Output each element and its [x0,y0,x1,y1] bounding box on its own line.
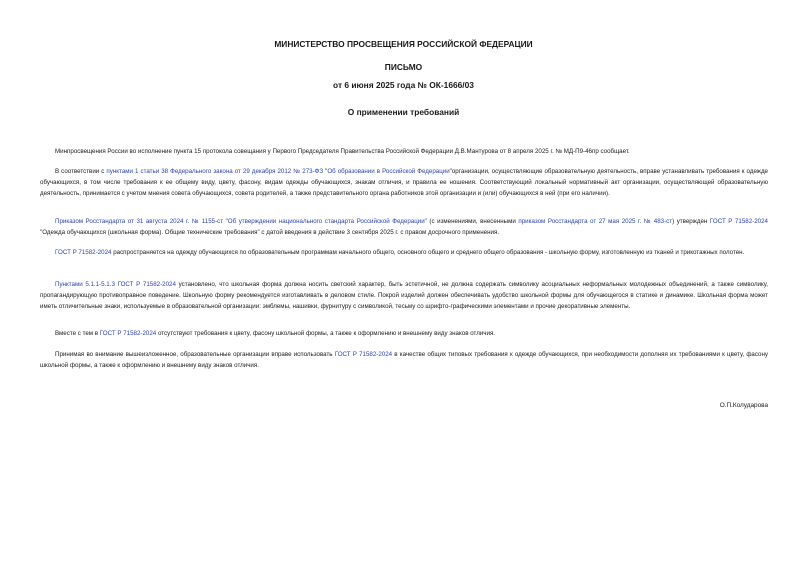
document-subject: О применении требований [347,107,460,117]
p4-gost-points-link[interactable]: Пунктами 5.1.1-5.1.3 ГОСТ Р 71582-2024 [55,281,176,288]
p2-text-3: "Одежда обучающихся (школьная форма). Общие технические требования" с датой введения в действие 3 сентября 2025 г. с правом досрочного применения. [40,229,500,236]
signature: О.П.Колударова [719,402,768,409]
p1-law-article-link[interactable]: пунктами 1 статьи 38 Федерального закона от 29 декабря 2012 № 273-ФЗ [106,168,324,175]
p2-order-1155-link[interactable]: Приказом Росстандарта от 31 августа 2024 г. № 1155-ст "Об утверждении национального стандарта Российской Федерации" [55,218,427,225]
p6-text-1: Принимая во внимание вышеизложенное, образовательные организации вправе использовать [55,351,335,358]
p1-text-2: " [323,168,328,175]
p3-gost-link[interactable]: ГОСТ Р 71582-2024 [55,249,112,256]
p5-gost-link[interactable]: ГОСТ Р 71582-2024 [99,330,157,337]
p6-text-2: в качестве общих типовых требования к одежде обучающихся, при необходимости дополняя их требованиями к цвету, фасону школьной формы, а также к оформлению и внешнему виду знаков отличия. [40,351,768,369]
p2-gost-link[interactable]: ГОСТ Р 71582-2024 [709,218,768,225]
paragraph-6 [40,349,768,371]
p4-text-1: установлено, что школьная форма должна носить светский характер, быть эстетичной, не должна содержать символику асоциальных неформальных молодежных объединений, а также символику, пропагандирующую противоправное поведение. Школьную форму рекомендуется изготавливать в деловом стиле. Покрой изделий должен обеспечивать удобство школьной формы для обучающегося в статике и динамике. Школьная форма может иметь отличительные знаки, используемые в образовательной организации: эмблемы, нашивки, фурнитуру с символикой, тесьму со шрифто-графическими элементами и прочие декоративные элементы. [40,281,768,310]
p1-text-1: В соответствии с [55,168,107,175]
paragraph-1 [40,166,768,199]
p2-order-483-link[interactable]: приказом Росстандарта от 27 мая 2025 г. № 483-ст [518,218,673,225]
p6-gost-link[interactable]: ГОСТ Р 71582-2024 [334,351,393,358]
p1-text-3: "организации, осуществляющие образовательную деятельность, вправе устанавливать требования к одежде обучающихся, в том числе требования к ее общему виду, цвету, фасону, видам одежды обучающихся, знакам отличия, и правила ее ношения. Соответствующий локальный нормативный акт организации, осуществляющей образовательную деятельность, принимается с учетом мнения совета обучающихся, совета родителей, а также представительного органа работников этой организации и (или) обучающихся в ней (при его наличии). [40,168,769,197]
p2-text-2: ) утвержден [672,218,710,225]
document-type: ПИСЬМО [384,62,423,72]
p3-text-1: распространяется на одежду обучающихся по образовательным программам начального общего, основного общего и среднего общего образования - школьную форму, изготовленную из тканей и трикотажных полотен. [111,249,745,256]
document-date-number: от 6 июня 2025 года № ОК-1666/03 [333,80,474,90]
paragraph-3 [40,247,768,258]
paragraph-5 [40,328,768,339]
ministry-title: МИНИСТЕРСТВО ПРОСВЕЩЕНИЯ РОССИЙСКОЙ ФЕДЕРАЦИИ [274,39,533,49]
intro-paragraph: Минпросвещения России во исполнение пункта 15 протокола совещания у Первого Председателя Правительства Российской Федерации Д.В.Мантурова от 8 апреля 2025 г. № МД-П9-46пр сообщает. [55,148,630,155]
p5-text-2: отсутствуют требования к цвету, фасону школьной формы, а также к оформлению и внешнему виду знаков отличия. [156,330,496,337]
p2-text-1: (с изменениями, внесенными [426,218,519,225]
p1-law-title-link[interactable]: Об образовании в Российской Федерации [327,168,450,175]
p5-text-1: Вместе с тем в [55,330,100,337]
paragraph-2 [40,216,768,238]
paragraph-4 [40,279,768,312]
